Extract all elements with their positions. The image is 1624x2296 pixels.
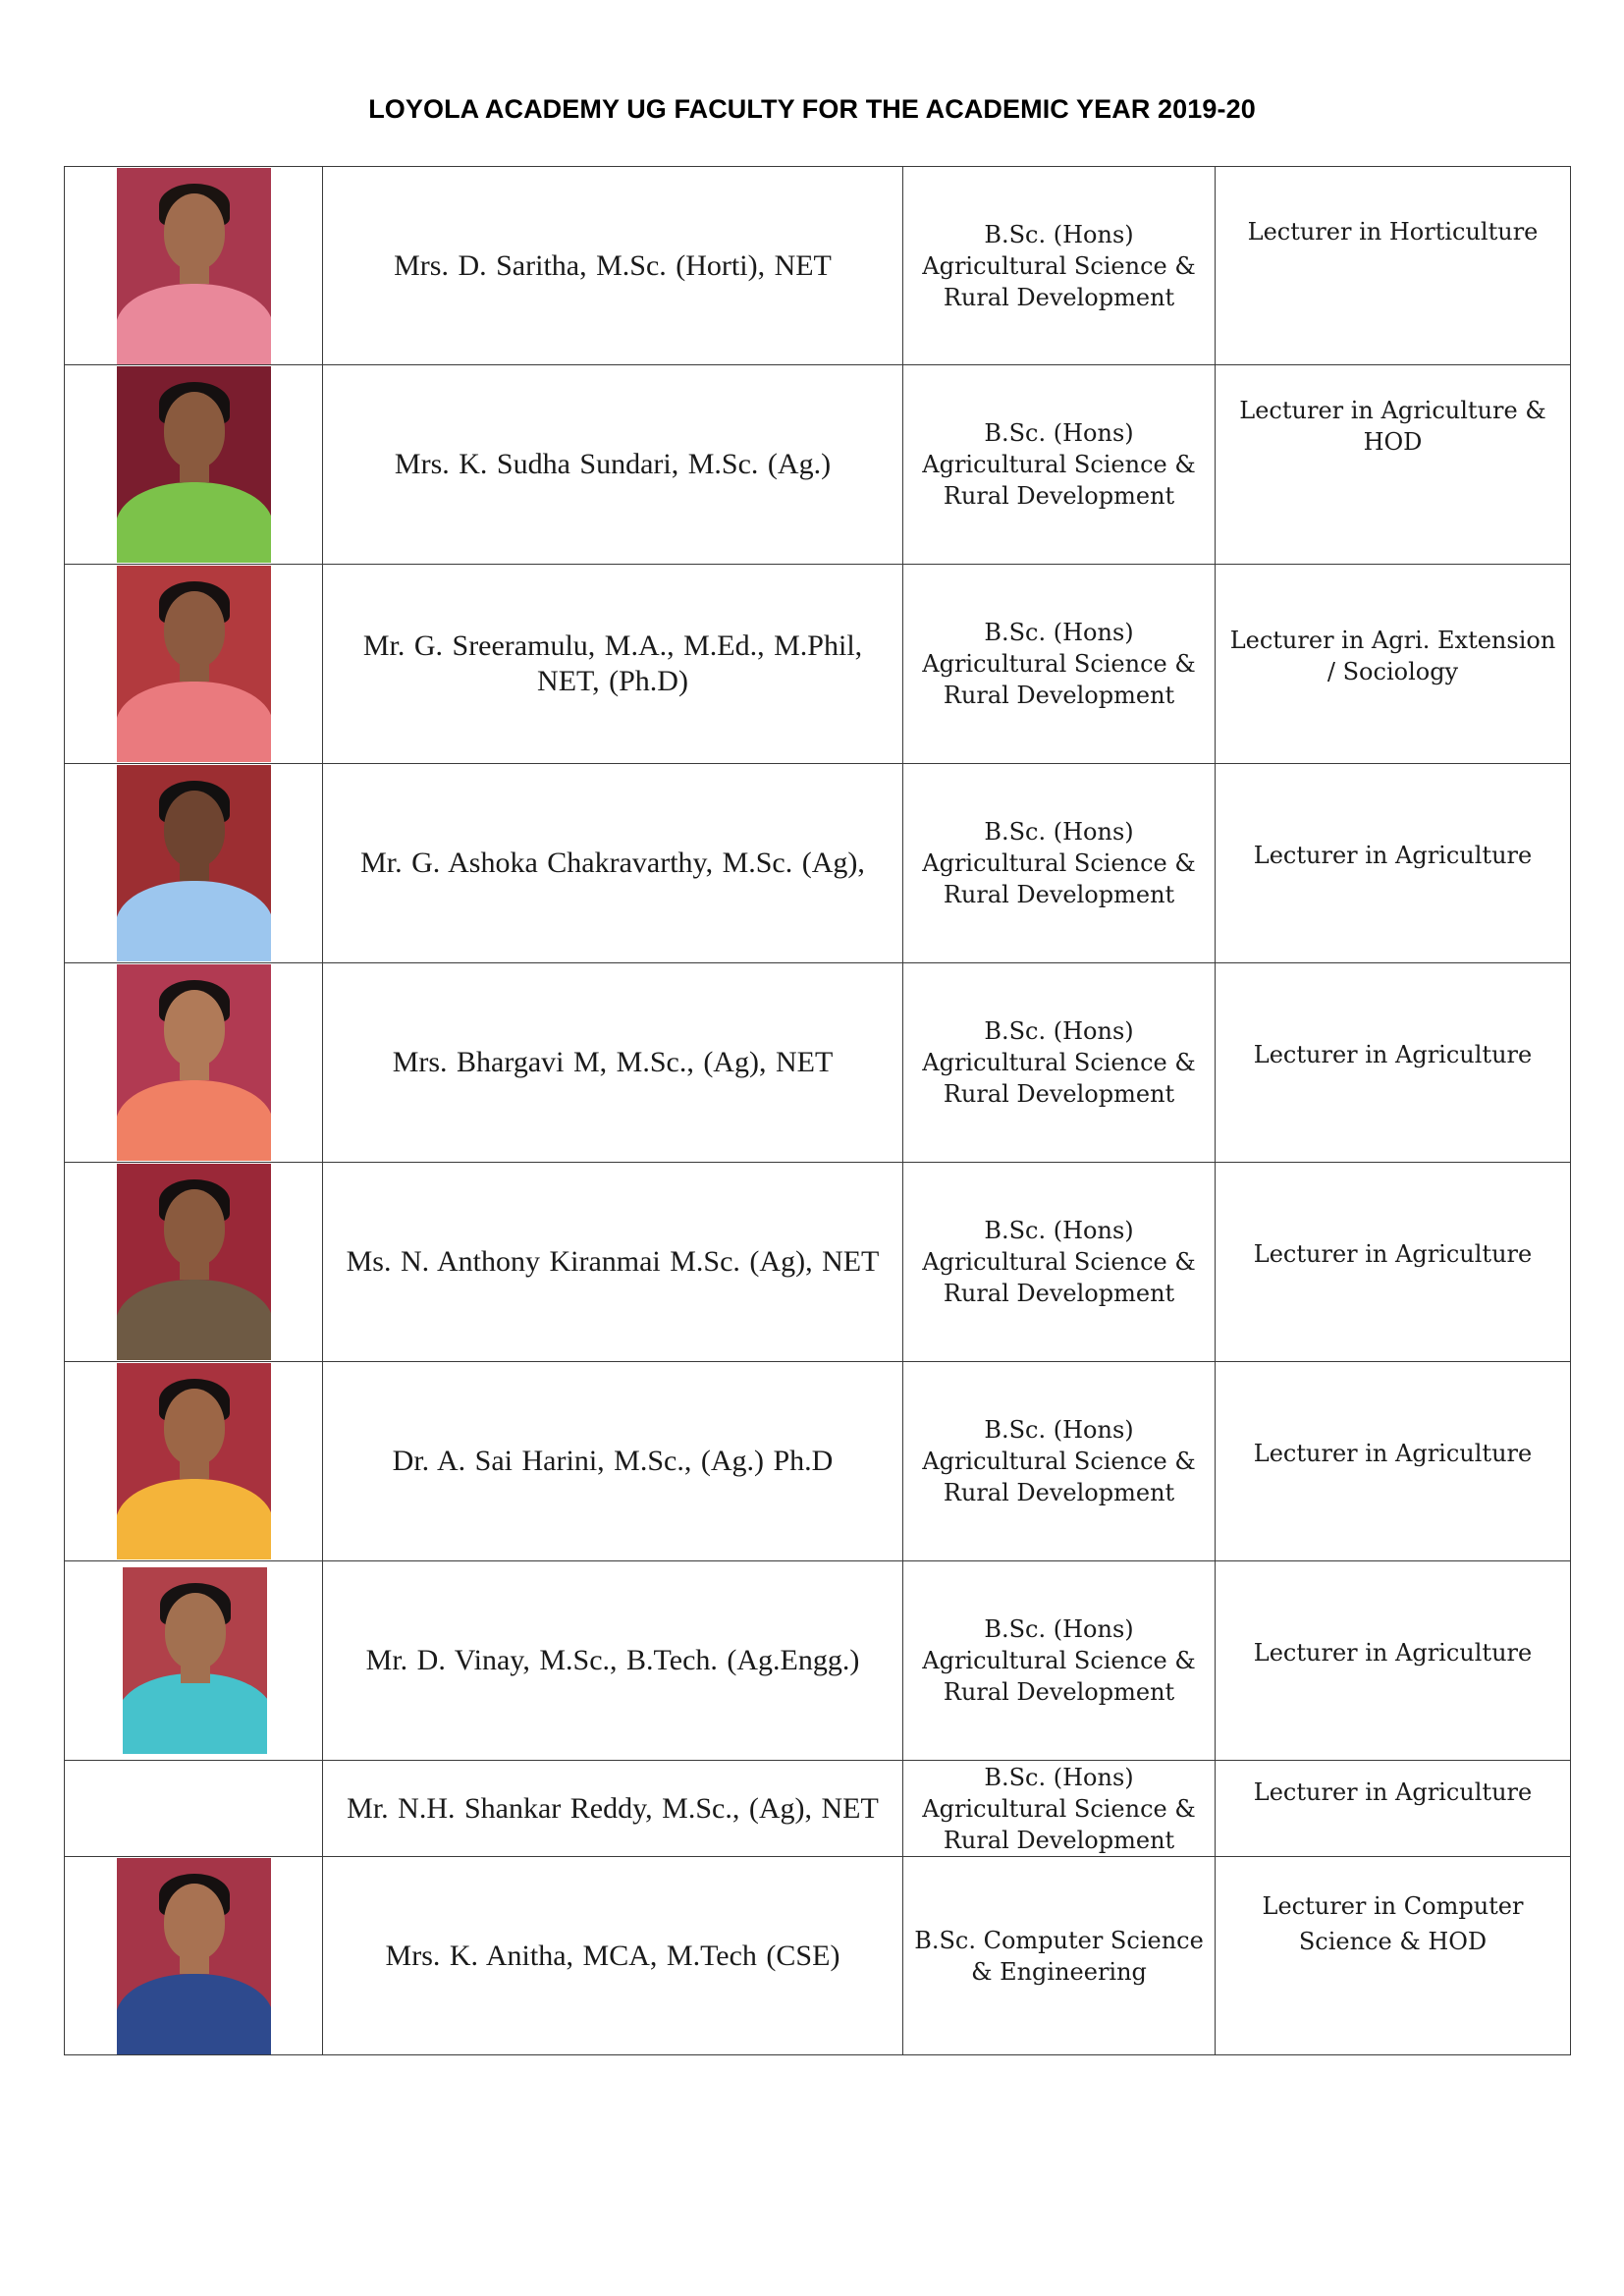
faculty-course: B.Sc. (Hons) Agricultural Science & Rural Development <box>922 1416 1196 1506</box>
faculty-designation: Lecturer in Agriculture <box>1253 1041 1533 1068</box>
faculty-designation: Lecturer in Agriculture & HOD <box>1239 397 1546 456</box>
table-row <box>65 764 1571 963</box>
faculty-name: Dr. A. Sai Harini, M.Sc., (Ag.) Ph.D <box>392 1445 834 1477</box>
table-row <box>65 1561 1571 1761</box>
photo-cell <box>65 1163 323 1362</box>
photo-face <box>164 1189 225 1266</box>
faculty-name: Mrs. K. Sudha Sundari, M.Sc. (Ag.) <box>394 448 832 480</box>
faculty-designation: Lecturer in Computer Science & HOD <box>1262 1892 1524 1955</box>
page-title: LOYOLA ACADEMY UG FACULTY FOR THE ACADEMIC YEAR 2019-20 <box>368 94 1256 124</box>
photo-outfit <box>117 1080 271 1161</box>
photo-cell <box>65 1561 323 1761</box>
faculty-designation: Lecturer in Agriculture <box>1253 1240 1533 1268</box>
photo-cell <box>65 167 323 365</box>
photo-cell <box>65 1857 323 2055</box>
faculty-photo <box>117 964 271 1161</box>
faculty-photo <box>117 765 271 961</box>
table-row <box>65 1163 1571 1362</box>
faculty-photo <box>117 1164 271 1360</box>
table-row <box>65 365 1571 565</box>
photo-outfit <box>117 881 271 961</box>
photo-cell <box>65 1761 323 1857</box>
photo-face <box>164 791 225 867</box>
faculty-designation: Lecturer in Horticulture <box>1247 218 1539 246</box>
faculty-name: Mr. G. Ashoka Chakravarthy, M.Sc. (Ag), <box>360 847 865 879</box>
faculty-course: B.Sc. (Hons) Agricultural Science & Rural Development <box>922 1615 1196 1706</box>
table-row <box>65 963 1571 1163</box>
table-row <box>65 565 1571 764</box>
faculty-name: Mrs. D. Saritha, M.Sc. (Horti), NET <box>394 248 832 282</box>
faculty-table <box>64 166 1571 2055</box>
faculty-designation: Lecturer in Agriculture <box>1253 842 1533 869</box>
photo-outfit <box>117 1974 271 2054</box>
photo-cell <box>65 1362 323 1561</box>
photo-outfit <box>117 284 271 364</box>
photo-face <box>164 392 225 468</box>
photo-outfit <box>117 1280 271 1360</box>
faculty-course: B.Sc. Computer Science & Engineering <box>914 1926 1204 1986</box>
faculty-course: B.Sc. (Hons) Agricultural Science & Rural Development <box>922 1763 1196 1854</box>
table-row <box>65 1857 1571 2055</box>
photo-outfit <box>123 1673 267 1754</box>
photo-outfit <box>117 482 271 563</box>
photo-face <box>164 1389 225 1465</box>
faculty-course: B.Sc. (Hons) Agricultural Science & Rural Development <box>922 419 1196 510</box>
faculty-course: B.Sc. (Hons) Agricultural Science & Rural Development <box>922 818 1196 908</box>
faculty-photo <box>123 1567 267 1754</box>
faculty-photo <box>117 366 271 563</box>
photo-face <box>164 193 225 270</box>
photo-outfit <box>117 682 271 762</box>
photo-cell <box>65 764 323 963</box>
table-row <box>65 167 1571 365</box>
faculty-name: Mr. G. Sreeramulu, M.A., M.Ed., M.Phil, NET, (Ph.D) <box>362 629 863 697</box>
faculty-photo <box>117 168 271 364</box>
photo-cell <box>65 365 323 565</box>
photo-face <box>164 990 225 1066</box>
faculty-designation: Lecturer in Agriculture <box>1253 1639 1533 1667</box>
faculty-name: Ms. N. Anthony Kiranmai M.Sc. (Ag), NET <box>346 1245 880 1278</box>
faculty-designation: Lecturer in Agriculture <box>1253 1778 1533 1806</box>
faculty-course: B.Sc. (Hons) Agricultural Science & Rural Development <box>922 619 1196 709</box>
faculty-course: B.Sc. (Hons) Agricultural Science & Rural Development <box>922 1217 1196 1307</box>
photo-cell <box>65 565 323 764</box>
faculty-course: B.Sc. (Hons) Agricultural Science & Rural Development <box>922 1017 1196 1108</box>
faculty-name: Mr. D. Vinay, M.Sc., B.Tech. (Ag.Engg.) <box>365 1644 860 1676</box>
faculty-photo <box>117 1363 271 1559</box>
photo-face <box>164 1884 225 1960</box>
table-row <box>65 1761 1571 1857</box>
faculty-photo <box>117 1858 271 2054</box>
photo-cell <box>65 963 323 1163</box>
photo-outfit <box>117 1479 271 1559</box>
table-row <box>65 1362 1571 1561</box>
faculty-designation: Lecturer in Agri. Extension / Sociology <box>1229 627 1556 685</box>
faculty-name: Mr. N.H. Shankar Reddy, M.Sc., (Ag), NET <box>347 1791 879 1825</box>
faculty-name: Mrs. K. Anitha, MCA, M.Tech (CSE) <box>385 1939 840 1972</box>
photo-face <box>165 1593 226 1669</box>
photo-face <box>164 591 225 668</box>
faculty-photo <box>117 566 271 762</box>
faculty-course: B.Sc. (Hons) Agricultural Science & Rural Development <box>922 220 1196 311</box>
faculty-designation: Lecturer in Agriculture <box>1253 1440 1533 1467</box>
faculty-name: Mrs. Bhargavi M, M.Sc., (Ag), NET <box>392 1046 834 1078</box>
